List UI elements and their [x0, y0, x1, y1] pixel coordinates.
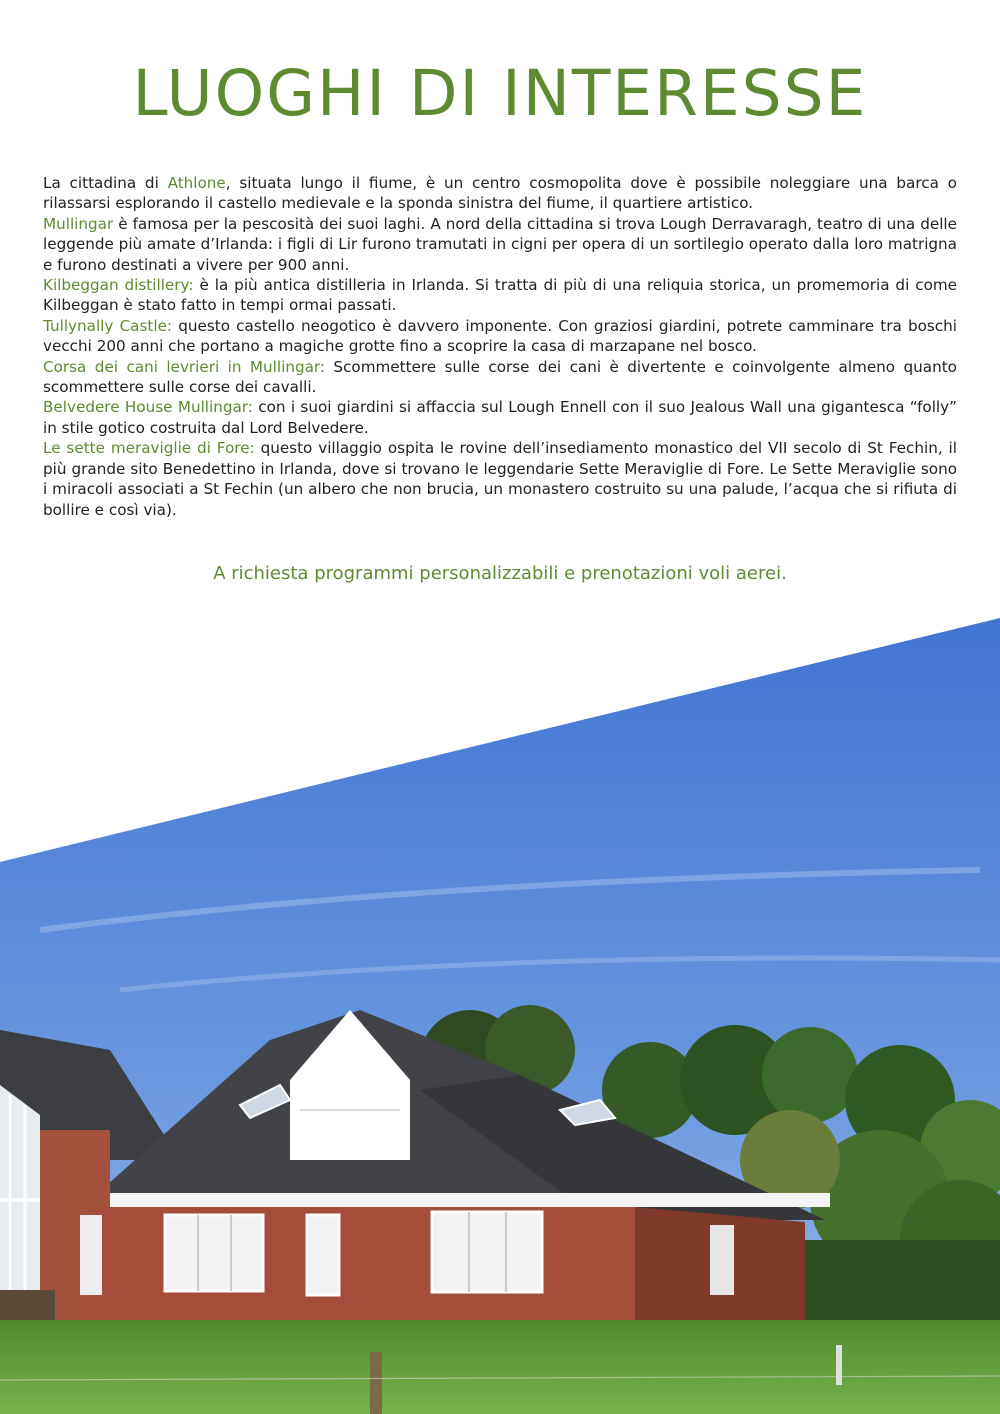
fence-post [836, 1345, 842, 1385]
highlight-mullingar: Mullingar [43, 214, 114, 233]
photo-clip [0, 600, 1000, 1414]
paragraph-text: Scommettere sulle corse dei cani è divertente e coinvolgente almeno quanto scommettere sulle corse dei cavalli. [43, 357, 957, 397]
highlight-tullynally: Tullynally Castle: [43, 316, 173, 335]
paragraph-text: è la più antica distilleria in Irlanda. Si tratta di più di una reliquia storica, un promemoria di come Kilbeggan è stato fatto in tempi ormai passati. [43, 276, 958, 315]
paragraph-text: questo castello neogotico è davvero imponente. Con graziosi giardini, potrete camminare tra boschi vecchi 200 anni che portano a magiche grotte fino a scoprire la casa di marzapane nel bosco. [43, 316, 957, 356]
window [710, 1225, 734, 1295]
paragraph-text: questo villaggio ospita le rovine dell’insediamento monastico del VII secolo di St Fechin, il più grande sito Benedettino in Irlanda, dove si trovano le leggendarie Sette Meraviglie di Fore. Le Sette Meraviglie sono i miracoli associati a St Fechin (un albero che non brucia, un monastero costruito su una palude, l’acqua che si rifiuta di bollire e così via). [43, 439, 957, 519]
paragraph-text: , situata lungo il fiume, è un centro cosmopolita dove è possibile noleggiare una barca o rilassarsi esplorando il castello medievale e la sponda sinistra del fiume, il quartiere artistico. [43, 174, 957, 213]
window [307, 1215, 339, 1295]
highlight-levrieri: Corsa dei cani levrieri in Mullingar: [43, 357, 325, 376]
lawn [0, 1320, 1000, 1414]
fence-post [370, 1352, 382, 1414]
fascia [90, 1193, 830, 1207]
paragraph-text: è famosa per la pescosità dei suoi laghi. A nord della cittadina si trova Lough Derravaragh, teatro di una delle leggende più amate d’Irlanda: i figli di Lir furono tramutati in cigni per opera di un sortilegio operato dalla loro matrigna e furono destinati a vivere per 900 anni. [43, 214, 957, 274]
booking-note: A richiesta programmi personalizzabili e prenotazioni voli aerei. [213, 563, 787, 584]
highlight-fore: Le sette meraviglie di Fore: [43, 439, 255, 458]
highlight-kilbeggan: Kilbeggan distillery: [43, 276, 194, 295]
window [432, 1212, 542, 1292]
highlight-belvedere: Belvedere House Mullingar: [43, 398, 253, 417]
page-title: LUOGHI DI INTERESSE [132, 57, 868, 130]
window [165, 1215, 263, 1291]
highlight-athlone: Athlone [167, 174, 226, 192]
paragraph-text: con i suoi giardini si affaccia sul Lough Ennell con il suo Jealous Wall una gigantesca “folly” in stile gotico costruita dal Lord Belvedere. [43, 398, 958, 437]
paragraph-prefix: La cittadina di [43, 174, 168, 192]
